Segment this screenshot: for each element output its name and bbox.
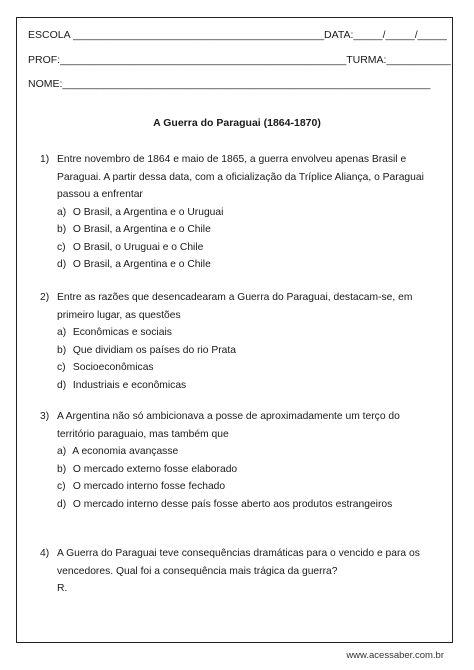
question-2-option-a[interactable] — [57, 324, 412, 342]
question-3 — [40, 408, 400, 513]
answer-label[interactable]: R. — [57, 583, 68, 594]
footer-website: www.acessaber.com.br — [346, 650, 444, 661]
option-letter: a) — [57, 327, 67, 338]
option-letter: c) — [57, 481, 66, 492]
option-text: O mercado interno fosse fechado — [72, 481, 226, 492]
question-3-option-d[interactable] — [57, 496, 400, 514]
option-text: Socioeconômicas — [72, 362, 154, 373]
option-text: O mercado externo fosse elaborado — [72, 463, 238, 475]
option-text: Econômicas e sociais — [72, 327, 172, 338]
question-2-number: 2) — [40, 292, 50, 303]
question-3-text-1: A Argentina não só ambicionava a posse de aproximadamente um terço do — [57, 411, 400, 422]
option-letter: d) — [57, 498, 67, 510]
option-letter: a) — [57, 446, 67, 457]
question-1-option-b[interactable] — [57, 221, 424, 239]
question-2-option-c[interactable] — [57, 359, 412, 377]
option-text: A economia avançasse — [72, 446, 179, 457]
option-letter: d) — [57, 259, 67, 270]
page-title: A Guerra do Paraguai (1864-1870) — [153, 117, 321, 129]
option-letter: a) — [57, 206, 67, 218]
option-letter: b) — [57, 224, 67, 235]
question-3-option-b[interactable] — [57, 461, 400, 479]
question-3-line-1 — [40, 408, 400, 426]
question-1 — [40, 151, 424, 274]
question-3-line-2: território paraguaio, mas também que — [57, 428, 229, 440]
question-2-line-2: primeiro lugar, as questões — [57, 309, 181, 321]
question-1-line-3: passou a enfrentar — [57, 189, 143, 200]
option-text: Industriais e econômicas — [72, 379, 187, 391]
question-3-option-a[interactable] — [57, 443, 400, 461]
option-letter: c) — [57, 362, 66, 373]
header-nome-line[interactable]: NOME:_______________________________________________________________ — [28, 78, 431, 90]
option-letter: b) — [57, 463, 67, 475]
option-letter: c) — [57, 241, 66, 253]
question-1-text-1: Entre novembro de 1864 e maio de 1865, a guerra envolveu apenas Brasil e — [57, 154, 407, 165]
question-4-line-2: vencedores. Qual foi a consequência mais trágica da guerra? — [57, 565, 338, 577]
question-2 — [40, 289, 413, 394]
option-letter: b) — [57, 344, 67, 356]
header-escola-line[interactable]: ESCOLA ___________________________________________DATA:_____/_____/_____ — [28, 29, 447, 41]
question-1-line-2: Paraguai. A partir dessa data, com a oficialização da Tríplice Aliança, o Paraguai — [57, 171, 424, 183]
option-text: O Brasil, o Uruguai e o Chile — [72, 241, 204, 253]
question-4-text-1: A Guerra do Paraguai teve consequências dramáticas para o vencido e para os — [57, 548, 420, 559]
question-1-option-d[interactable] — [57, 256, 424, 274]
question-1-option-a[interactable] — [57, 204, 424, 222]
option-text: O mercado interno desse país fosse aberto aos produtos estrangeiros — [72, 498, 393, 510]
question-2-option-b[interactable] — [57, 342, 412, 360]
question-4-number: 4) — [40, 548, 50, 559]
question-2-line-1 — [40, 289, 413, 307]
question-3-number: 3) — [40, 411, 50, 422]
question-4 — [40, 545, 420, 598]
option-letter: d) — [57, 379, 67, 391]
question-3-option-c[interactable] — [57, 478, 400, 496]
question-1-number: 1) — [40, 154, 50, 165]
header-prof-line[interactable]: PROF:_________________________________________________TURMA:___________ — [28, 54, 451, 66]
option-text: Que dividiam os países do rio Prata — [72, 344, 236, 356]
option-text: O Brasil, a Argentina e o Uruguai — [72, 206, 224, 218]
question-1-line-1 — [40, 151, 424, 169]
question-2-text-1: Entre as razões que desencadearam a Guerra do Paraguai, destacam-se, em — [57, 292, 413, 303]
option-text: O Brasil, a Argentina e o Chile — [72, 259, 211, 270]
question-2-option-d[interactable] — [57, 377, 412, 395]
question-4-line-1 — [40, 545, 420, 563]
option-text: O Brasil, a Argentina e o Chile — [72, 224, 211, 235]
question-1-option-c[interactable] — [57, 239, 424, 257]
